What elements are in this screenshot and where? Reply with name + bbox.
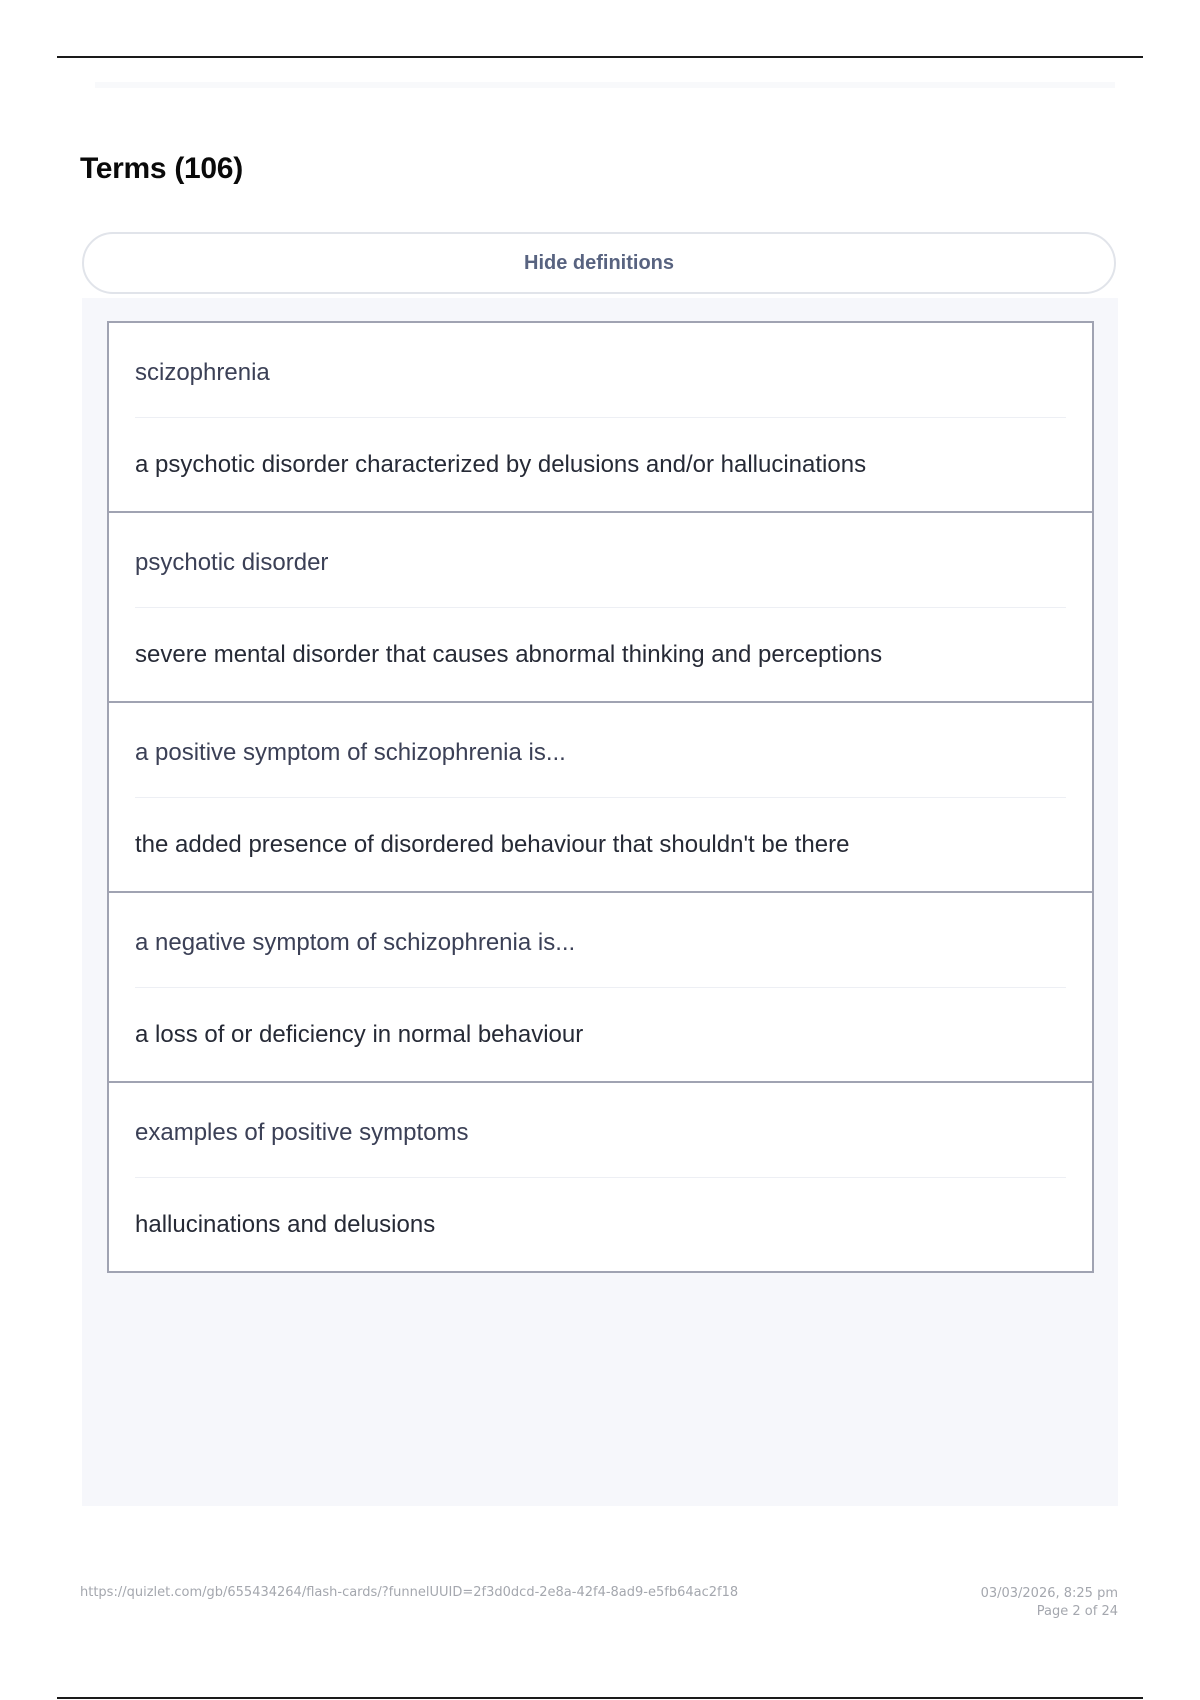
footer-url: https://quizlet.com/gb/655434264/flash-cards/?funnelUUID=2f3d0dcd-2e8a-42f4-8ad9-e5fb64ac2f18: [80, 1585, 739, 1600]
page-title: Terms (106): [80, 152, 243, 185]
footer-meta: [981, 1585, 1118, 1621]
card-divider: [135, 797, 1066, 798]
hide-definitions-button[interactable]: Hide definitions: [82, 232, 1116, 294]
card-divider: [135, 607, 1066, 608]
flashcard[interactable]: [109, 1083, 1092, 1273]
card-term: psychotic disorder: [135, 549, 329, 576]
card-divider: [135, 987, 1066, 988]
card-definition: severe mental disorder that causes abnormal thinking and perceptions: [135, 641, 883, 668]
flashcard-list: [107, 321, 1094, 1273]
card-definition: a loss of or deficiency in normal behaviour: [135, 1021, 584, 1048]
card-definition: the added presence of disordered behaviour that shouldn't be there: [135, 831, 850, 858]
flashcard[interactable]: [109, 513, 1092, 703]
card-divider: [135, 1177, 1066, 1178]
flashcard[interactable]: [109, 323, 1092, 513]
card-term: a negative symptom of schizophrenia is...: [135, 929, 576, 956]
top-rule: [57, 56, 1143, 58]
footer-datetime: 03/03/2026, 8:25 pm: [980, 1586, 1118, 1601]
page-number: Page 2 of 24: [1036, 1604, 1118, 1619]
flashcard[interactable]: [109, 893, 1092, 1083]
card-definition: hallucinations and delusions: [135, 1211, 436, 1238]
card-divider: [135, 417, 1066, 418]
card-definition: a psychotic disorder characterized by delusions and/or hallucinations: [135, 451, 867, 478]
card-term: examples of positive symptoms: [135, 1119, 469, 1146]
flashcard[interactable]: [109, 703, 1092, 893]
header-band: [95, 82, 1115, 88]
bottom-rule: [57, 1697, 1143, 1699]
card-term: a positive symptom of schizophrenia is...: [135, 739, 566, 766]
card-term: scizophrenia: [135, 359, 270, 386]
